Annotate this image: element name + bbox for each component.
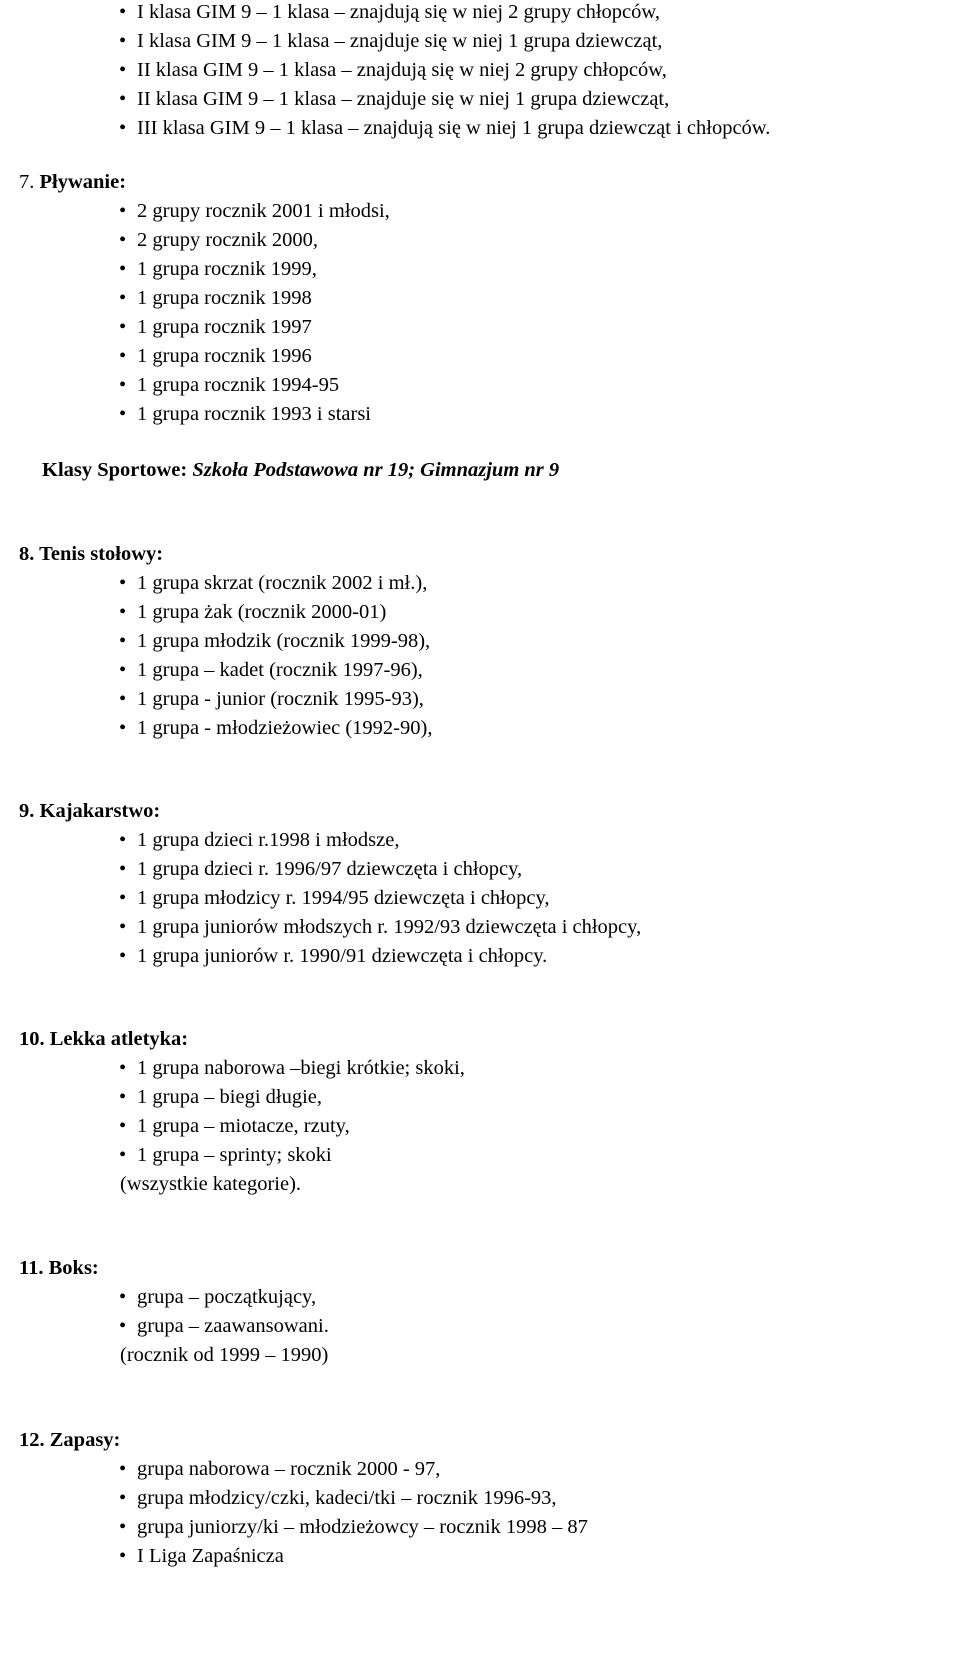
section-title: Tenis stołowy: xyxy=(39,543,164,565)
list-item: • grupa – zaawansowani. xyxy=(137,1314,329,1338)
list-item: • 1 grupa - junior (rocznik 1995-93), xyxy=(137,687,424,711)
list-item: • 1 grupa - młodzieżowiec (1992-90), xyxy=(137,716,432,740)
sport-classes-note xyxy=(42,458,559,482)
list-item: • grupa juniorzy/ki – młodzieżowcy – rocznik 1998 – 87 xyxy=(137,1515,588,1539)
section-heading-wrestling xyxy=(19,1428,120,1452)
list-item: • 1 grupa juniorów młodszych r. 1992/93 dziewczęta i chłopcy, xyxy=(137,915,641,939)
list-item: • 2 grupy rocznik 2001 i młodsi, xyxy=(137,199,390,223)
section-title: Lekka atletyka: xyxy=(49,1028,189,1050)
list-item: • 1 grupa rocznik 1994-95 xyxy=(137,373,339,397)
section-footnote: (wszystkie kategorie). xyxy=(120,1173,302,1195)
list-item: • I Liga Zapaśnicza xyxy=(137,1544,284,1568)
list-item: • 2 grupy rocznik 2000, xyxy=(137,228,318,252)
section-number: 7. xyxy=(19,171,35,193)
section-footnote: (rocznik od 1999 – 1990) xyxy=(120,1344,329,1366)
section-heading-canoeing xyxy=(19,799,160,823)
intro-list-item: • I klasa GIM 9 – 1 klasa – znajduje się w niej 1 grupa dziewcząt, xyxy=(137,29,662,53)
section-title: Kajakarstwo: xyxy=(39,800,161,822)
section-heading-boxing xyxy=(19,1256,99,1280)
section-title: Pływanie: xyxy=(39,171,127,193)
section-number: 8. xyxy=(19,543,35,565)
sport-classes-schools: Szkoła Podstawowa nr 19; Gimnazjum nr 9 xyxy=(192,459,560,481)
list-item: • grupa – początkujący, xyxy=(137,1285,316,1309)
list-item: • grupa młodzicy/czki, kadeci/tki – rocznik 1996-93, xyxy=(137,1486,557,1510)
list-item: • 1 grupa skrzat (rocznik 2002 i mł.), xyxy=(137,571,427,595)
section-title: Boks: xyxy=(48,1257,99,1279)
list-item: • 1 grupa rocznik 1998 xyxy=(137,286,312,310)
list-item: • 1 grupa młodzik (rocznik 1999-98), xyxy=(137,629,430,653)
list-item: • grupa naborowa – rocznik 2000 - 97, xyxy=(137,1457,440,1481)
list-item: • 1 grupa – miotacze, rzuty, xyxy=(137,1114,350,1138)
list-item: • 1 grupa dzieci r.1998 i młodsze, xyxy=(137,828,399,852)
intro-list-item: • III klasa GIM 9 – 1 klasa – znajdują się w niej 1 grupa dziewcząt i chłopców. xyxy=(137,116,770,140)
section-heading-swimming xyxy=(19,170,126,194)
list-item: • 1 grupa rocznik 1997 xyxy=(137,315,312,339)
list-item: • 1 grupa rocznik 1999, xyxy=(137,257,317,281)
intro-list-item: • I klasa GIM 9 – 1 klasa – znajdują się w niej 2 grupy chłopców, xyxy=(137,0,660,24)
list-item: • 1 grupa rocznik 1993 i starsi xyxy=(137,402,371,426)
list-item: • 1 grupa – kadet (rocznik 1997-96), xyxy=(137,658,423,682)
section-number: 11. xyxy=(19,1257,44,1279)
section-number: 12. xyxy=(19,1429,45,1451)
intro-list-item: • II klasa GIM 9 – 1 klasa – znajduje się w niej 1 grupa dziewcząt, xyxy=(137,87,669,111)
list-item: • 1 grupa – biegi długie, xyxy=(137,1085,322,1109)
intro-list-item: • II klasa GIM 9 – 1 klasa – znajdują się w niej 2 grupy chłopców, xyxy=(137,58,667,82)
section-title: Zapasy: xyxy=(49,1429,121,1451)
sport-classes-label: Klasy Sportowe: xyxy=(42,459,188,481)
section-number: 9. xyxy=(19,800,35,822)
list-item: • 1 grupa juniorów r. 1990/91 dziewczęta i chłopcy. xyxy=(137,944,547,968)
list-item: • 1 grupa rocznik 1996 xyxy=(137,344,312,368)
list-item: • 1 grupa dzieci r. 1996/97 dziewczęta i chłopcy, xyxy=(137,857,522,881)
list-item: • 1 grupa żak (rocznik 2000-01) xyxy=(137,600,386,624)
section-heading-table-tennis xyxy=(19,542,163,566)
list-item: • 1 grupa młodzicy r. 1994/95 dziewczęta i chłopcy, xyxy=(137,886,550,910)
section-number: 10. xyxy=(19,1028,45,1050)
list-item: • 1 grupa – sprinty; skoki xyxy=(137,1143,332,1167)
list-item: • 1 grupa naborowa –biegi krótkie; skoki, xyxy=(137,1056,465,1080)
section-heading-athletics xyxy=(19,1027,188,1051)
